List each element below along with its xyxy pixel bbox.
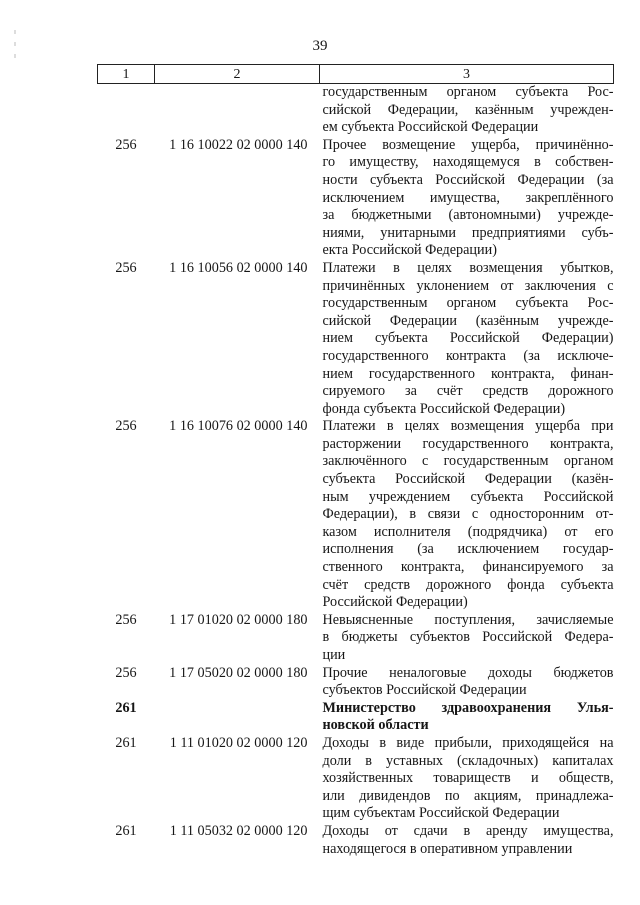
table-row [98,665,614,700]
income-description-cell [320,823,614,858]
table-row [98,735,614,823]
description-line: нием государственного контракта, финан- [322,365,614,382]
description-line: екта Российской Федерации) [322,242,497,259]
description-line: за бюджетными (автономными) учрежде- [322,207,614,224]
description-line: исполнения (за исключением государ- [322,541,614,558]
description-line: Платежи в целях возмещения убытков, [322,259,614,276]
income-description-cell [320,700,614,735]
column-header-2: 2 [155,65,320,84]
budget-codes-table [97,64,614,858]
table-row [98,612,614,665]
description-line: новской области [322,717,429,734]
administrator-code-cell [98,84,155,137]
table-row [98,823,614,858]
table-row [98,84,614,137]
administrator-code-cell: 256 [115,611,137,628]
administrator-code-cell: 261 [115,699,137,716]
table-header-row [98,65,614,84]
budget-classification-code-cell [155,84,320,137]
description-line: Прочее возмещение ущерба, причинённо- [322,136,614,153]
description-line: хозяйственных товариществ и обществ, [322,770,614,787]
description-line: ем субъекта Российской Федерации [322,119,539,136]
income-description-cell [320,137,614,260]
description-line: Прочие неналоговые доходы бюджетов [322,664,614,681]
description-line: сийской Федерации (казённым учрежде- [322,312,614,329]
description-line: сируемого за счёт средств дорожного [322,383,614,400]
description-line: исключением имущества, закреплённого [322,189,614,206]
description-line: расторжении государственного контракта, [322,435,614,452]
administrator-code-cell: 261 [115,734,137,751]
budget-classification-code-cell [155,700,320,735]
description-line: ции [322,647,346,663]
income-description-cell [320,84,614,137]
description-line: ниями, унитарными предприятиями субъ- [322,224,614,241]
administrator-code-cell: 256 [115,136,137,153]
description-line: государственным органом субъекта Рос- [322,84,614,100]
table-row [98,137,614,260]
budget-classification-code-cell: 1 11 01020 02 0000 120 [169,734,308,751]
description-line: Доходы от сдачи в аренду имущества, [322,822,614,839]
description-line: субъектов Российской Федерации [322,682,527,699]
income-description-cell [320,260,614,418]
income-description-cell [320,665,614,700]
column-header-3: 3 [320,65,614,84]
table-row [98,418,614,612]
income-description-cell [320,612,614,665]
description-line: находящегося в оперативном управлении [322,840,573,857]
budget-classification-code-cell: 1 11 05032 02 0000 120 [169,822,308,839]
administrator-code-cell: 256 [115,259,137,276]
description-line: причинённых уклонением от заключения с [322,277,614,294]
description-line: счёт средств дорожного фонда субъекта [322,576,614,593]
administrator-code-cell: 261 [115,822,137,839]
table-body [98,84,614,859]
column-header-1: 1 [98,65,155,84]
description-line: фонда субъекта Российской Федерации) [322,400,566,417]
description-line: государственного контракта (за исключе- [322,347,614,364]
description-line: или дивидендов по акциям, принадлежа- [322,787,614,804]
description-line: Министерство здравоохранения Улья- [322,699,614,716]
administrator-code-cell: 256 [115,418,137,435]
description-line: го имуществу, находящемуся в собствен- [322,154,614,171]
budget-classification-code-cell: 1 16 10056 02 0000 140 [169,259,308,276]
description-line: в бюджеты субъектов Российской Федера- [322,629,614,646]
budget-classification-code-cell: 1 17 01020 02 0000 180 [169,611,308,628]
income-description-cell [320,735,614,823]
description-line: Платежи в целях возмещения ущерба при [322,418,614,435]
description-line: щим субъектам Российской Федерации [322,805,560,822]
description-line: ности субъекта Российской Федерации (за [322,171,614,188]
budget-classification-code-cell: 1 17 05020 02 0000 180 [169,664,308,681]
description-line: ным учреждением субъекта Российской [322,488,614,505]
description-line: Российской Федерации) [322,594,468,611]
description-line: сийской Федерации, казённым учрежден- [322,101,614,118]
description-line: Федерации), в связи с односторонним от- [322,506,614,523]
description-line: нием субъекта Российской Федерации) [322,330,614,347]
table-row [98,700,614,735]
description-line: ственного контракта, финансируемого за [322,559,614,576]
income-description-cell [320,418,614,612]
budget-classification-code-cell: 1 16 10076 02 0000 140 [169,418,308,435]
description-line: доли в уставных (складочных) капиталах [322,752,614,769]
description-line: казом исполнителя (подрядчика) от его [322,523,614,540]
description-line: субъекта Российской Федерации (казён- [322,471,614,488]
budget-classification-code-cell: 1 16 10022 02 0000 140 [169,136,308,153]
description-line: Доходы в виде прибыли, приходящейся на [322,734,614,751]
description-line: государственным органом субъекта Рос- [322,295,614,312]
table-row [98,260,614,418]
administrator-code-cell: 256 [115,664,137,681]
description-line: заключённого с государственным органом [322,453,614,470]
description-line: Невыясненные поступления, зачисляемые [322,611,614,628]
page-number: 39 [312,38,328,54]
